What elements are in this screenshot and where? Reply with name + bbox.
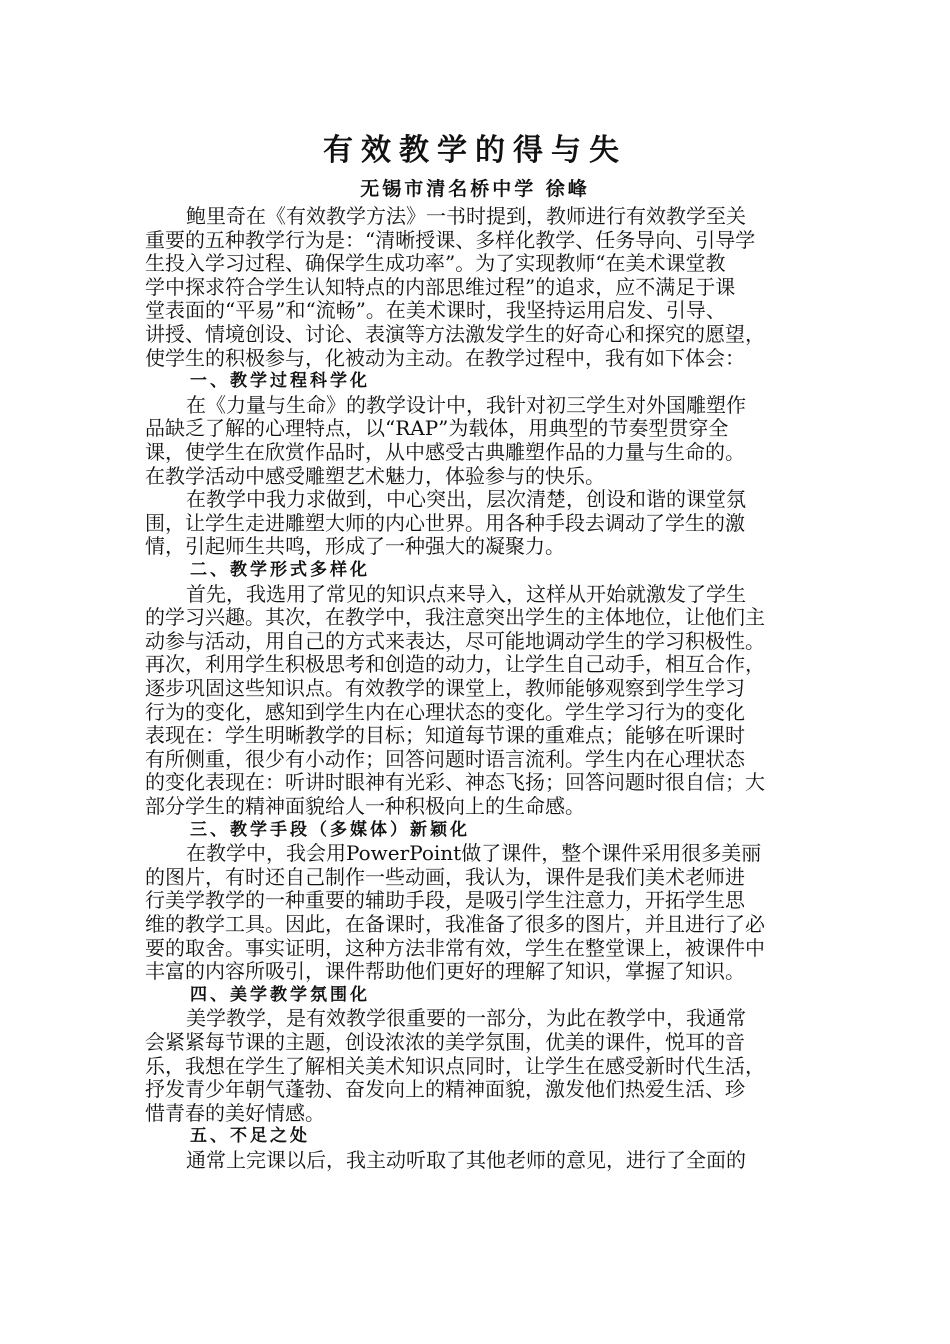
body-text-line: 情，引起师生共鸣，形成了一种强大的凝聚力。: [145, 534, 565, 558]
body-text-line: 部分学生的精神面貌给人一种积极向上的生命感。: [145, 794, 585, 818]
body-text-line: 鲍里奇在《有效教学方法》一书时提到，教师进行有效教学至关: [186, 204, 746, 228]
body-text-line: 围，让学生走进雕塑大师的内心世界。用各种手段去调动了学生的激: [145, 511, 745, 535]
body-text-line: 丰富的内容所吸引，课件帮助他们更好的理解了知识，掌握了知识。: [145, 959, 745, 983]
body-text-line: 在教学活动中感受雕塑艺术魅力，体验参与的快乐。: [145, 464, 605, 488]
body-text-line: 在教学中，我会用PowerPoint做了课件，整个课件采用很多美丽: [186, 841, 762, 865]
section-heading: 四、美学教学氛围化: [190, 985, 370, 1005]
section-heading: 三、教学手段（多媒体）新颖化: [190, 820, 470, 840]
body-text-line: 讲授、情境创设、讨论、表演等方法激发学生的好奇心和探究的愿望，: [145, 322, 765, 346]
body-text-line: 有所侧重，很少有小动作；回答问题时语言流利。学生内在心理状态: [145, 747, 745, 771]
body-text-line: 课，使学生在欣赏作品时，从中感受古典雕塑作品的力量与生命的。: [145, 440, 745, 464]
body-text-line: 美学教学，是有效教学很重要的一部分，为此在教学中，我通常: [186, 1006, 746, 1030]
body-text-line: 通常上完课以后，我主动听取了其他老师的意见，进行了全面的: [186, 1148, 746, 1172]
body-text-line: 惜青春的美好情感。: [145, 1101, 325, 1125]
body-text-line: 再次，利用学生积极思考和创造的动力，让学生自己动手，相互合作，: [145, 652, 765, 676]
body-text-line: 生投入学习过程、确保学生成功率”。为了实现教师“在美术课堂教: [145, 251, 726, 275]
author-line: 无锡市清名桥中学 徐峰: [360, 178, 590, 200]
section-heading: 一、教学过程科学化: [190, 371, 370, 391]
body-text-line: 动参与活动，用自己的方式来表达，尽可能地调动学生的学习积极性。: [145, 629, 765, 653]
body-text-line: 行为的变化，感知到学生内在心理状态的变化。学生学习行为的变化: [145, 700, 745, 724]
body-text-line: 品缺乏了解的心理特点，以“RAP”为载体，用典型的节奏型贯穿全: [145, 416, 729, 440]
body-text-line: 会紧紧每节课的主题，创设浓浓的美学氛围，优美的课件，悦耳的音: [145, 1030, 745, 1054]
body-text-line: 逐步巩固这些知识点。有效教学的课堂上，教师能够观察到学生学习: [145, 676, 745, 700]
body-text-line: 的学习兴趣。其次，在教学中，我注意突出学生的主体地位，让他们主: [145, 605, 765, 629]
body-text-line: 使学生的积极参与，化被动为主动。在教学过程中，我有如下体会：: [145, 346, 745, 370]
body-text-line: 的图片，有时还自己制作一些动画，我认为，课件是我们美术老师进: [145, 865, 745, 889]
body-text-line: 维的教学工具。因此，在备课时，我准备了很多的图片，并且进行了必: [145, 912, 765, 936]
body-text-line: 表现在：学生明晰教学的目标；知道每节课的重难点；能够在听课时: [145, 723, 745, 747]
body-text-line: 在《力量与生命》的教学设计中，我针对初三学生对外国雕塑作: [186, 393, 746, 417]
body-text-line: 乐，我想在学生了解相关美术知识点同时，让学生在感受新时代生活，: [145, 1054, 765, 1078]
body-text-line: 学中探求符合学生认知特点的内部思维过程”的追求，应不满足于课: [145, 275, 736, 299]
body-text-line: 的变化表现在：听讲时眼神有光彩、神态飞扬；回答问题时很自信；大: [145, 770, 765, 794]
body-text-line: 要的取舍。事实证明，这种方法非常有效，学生在整堂课上，被课件中: [145, 936, 765, 960]
document-title: 有效教学的得与失: [323, 133, 627, 168]
section-heading: 二、教学形式多样化: [190, 560, 370, 580]
body-text-line: 在教学中我力求做到，中心突出，层次清楚，创设和谐的课堂氛: [186, 487, 746, 511]
body-text-line: 抒发青少年朝气蓬勃、奋发向上的精神面貌，激发他们热爱生活、珍: [145, 1077, 745, 1101]
section-heading: 五、不足之处: [190, 1126, 310, 1146]
body-text-line: 堂表面的“平易”和“流畅”。在美术课时，我坚持运用启发、引导、: [145, 298, 726, 322]
body-text-line: 行美学教学的一种重要的辅助手段，是吸引学生注意力，开拓学生思: [145, 888, 745, 912]
body-text-line: 重要的五种教学行为是：“清晰授课、多样化教学、任务导向、引导学: [145, 228, 756, 252]
body-text-line: 首先，我选用了常见的知识点来导入，这样从开始就激发了学生: [186, 582, 746, 606]
